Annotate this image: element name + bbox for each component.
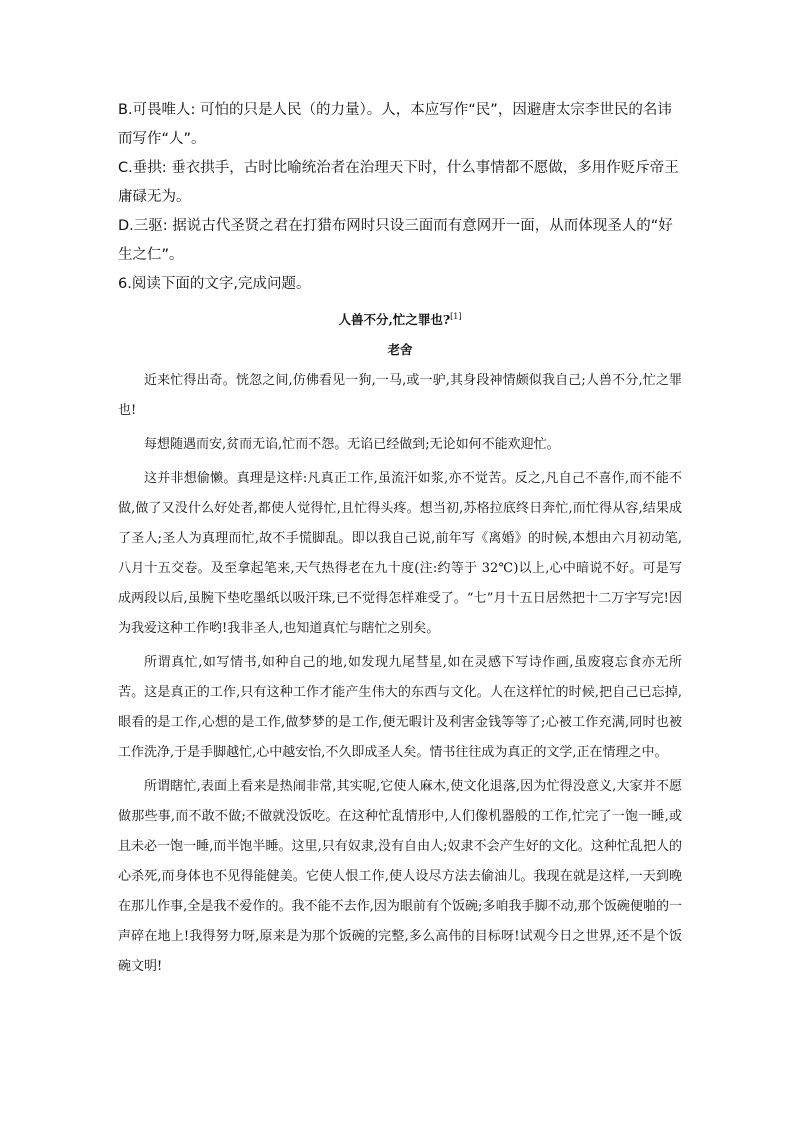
paragraph-3: 这并非想偷懒。真理是这样:凡真正工作,虽流汗如浆,亦不觉苦。反之,凡自己不喜作,而不能不做,做了又没什么好处者,都使人觉得忙,且忙得头疼。想当初,苏格拉底终日奔忙,而忙得从容,结果成了圣人;圣人为真理而忙,故不手慌脚乱。即以我自己说,前年写《离婚》的时候,本想由六月初动笔,八月十五交卷。及至拿起笔来,天气热得老在九十度(注:约等于 32℃)以上,心中暗说不好。可是写成两段以后,虽腕下垫吃墨纸以吸汗珠,已不觉得怎样难受了。“七”月十五日居然把十二万字写完!因为我爱这种工作哟!我非圣人,也知道真忙与瞎忙之别矣。 (118, 471, 682, 637)
paragraph-1: 近来忙得出奇。恍忽之间,仿佛看见一狗,一马,或一驴,其身段神情颇似我自己;人兽不分,忙之罪也! (118, 373, 682, 419)
option-b: B.可畏唯人: 可怕的只是人民（的力量）。人，本应写作“民”，因避唐太宗李世民的名讳而写作“人”。 (118, 102, 672, 147)
essay-title (118, 307, 682, 330)
paragraph-5: 所谓瞎忙,表面上看来是热闹非常,其实呢,它使人麻木,使文化退落,因为忙得没意义,大家并不愿做那些事,而不敢不做;不做就没饭吃。在这种忙乱情形中,人们像机器般的工作,忙完了一饱一睡,或且未必一饱一睡,而半饱半睡。这里,只有奴隶,没有自由人;奴隶不会产生好的文化。这种忙乱把人的心杀死,而身体也不见得能健美。它使人恨工作,使人设尽方法去偷油儿。我现在就是这样,一天到晚在那儿作事,全是我不爱作的。我不能不去作,因为眼前有个饭碗;多咱我手脚不动,那个饭碗便啪的一声碎在地上!我得努力呀,原来是为那个饭碗的完整,多么高伟的目标呀!试观今日之世界,还不是个饭碗文明! (118, 779, 682, 975)
footnote-marker: [1] (450, 312, 462, 321)
paragraph-2: 每想随遇而安,贫而无谄,忙而不怨。无谄已经做到;无论如何不能欢迎忙。 (144, 437, 560, 453)
essay-title-text: 人兽不分,忙之罪也? (338, 312, 451, 328)
essay-author: 老舍 (387, 342, 413, 358)
paragraph-4: 所谓真忙,如写情书,如种自己的地,如发现九尾彗星,如在灵感下写诗作画,虽废寝忘食亦无所苦。这是真正的工作,只有这种工作才能产生伟大的东西与文化。人在这样忙的时候,把自己已忘掉,眼看的是工作,心想的是工作,做梦梦的是工作,便无暇计及利害金钱等等了;心被工作充满,同时也被工作洗净,于是手脚越忙,心中越安怡,不久即成圣人矣。情书往往成为真正的文学,正在情理之中。 (118, 655, 682, 761)
question-6: 6.阅读下面的文字,完成问题。 (118, 276, 311, 292)
option-c: C.垂拱: 垂衣拱手，古时比喻统治者在治理天下时，什么事情都不愿做，多用作贬斥帝王庸碌无为。 (118, 160, 679, 205)
option-d: D.三驱: 据说古代圣贤之君在打猎布网时只设三面而有意网开一面，从而体现圣人的“好生之仁”。 (118, 218, 673, 263)
document-body (118, 96, 682, 986)
